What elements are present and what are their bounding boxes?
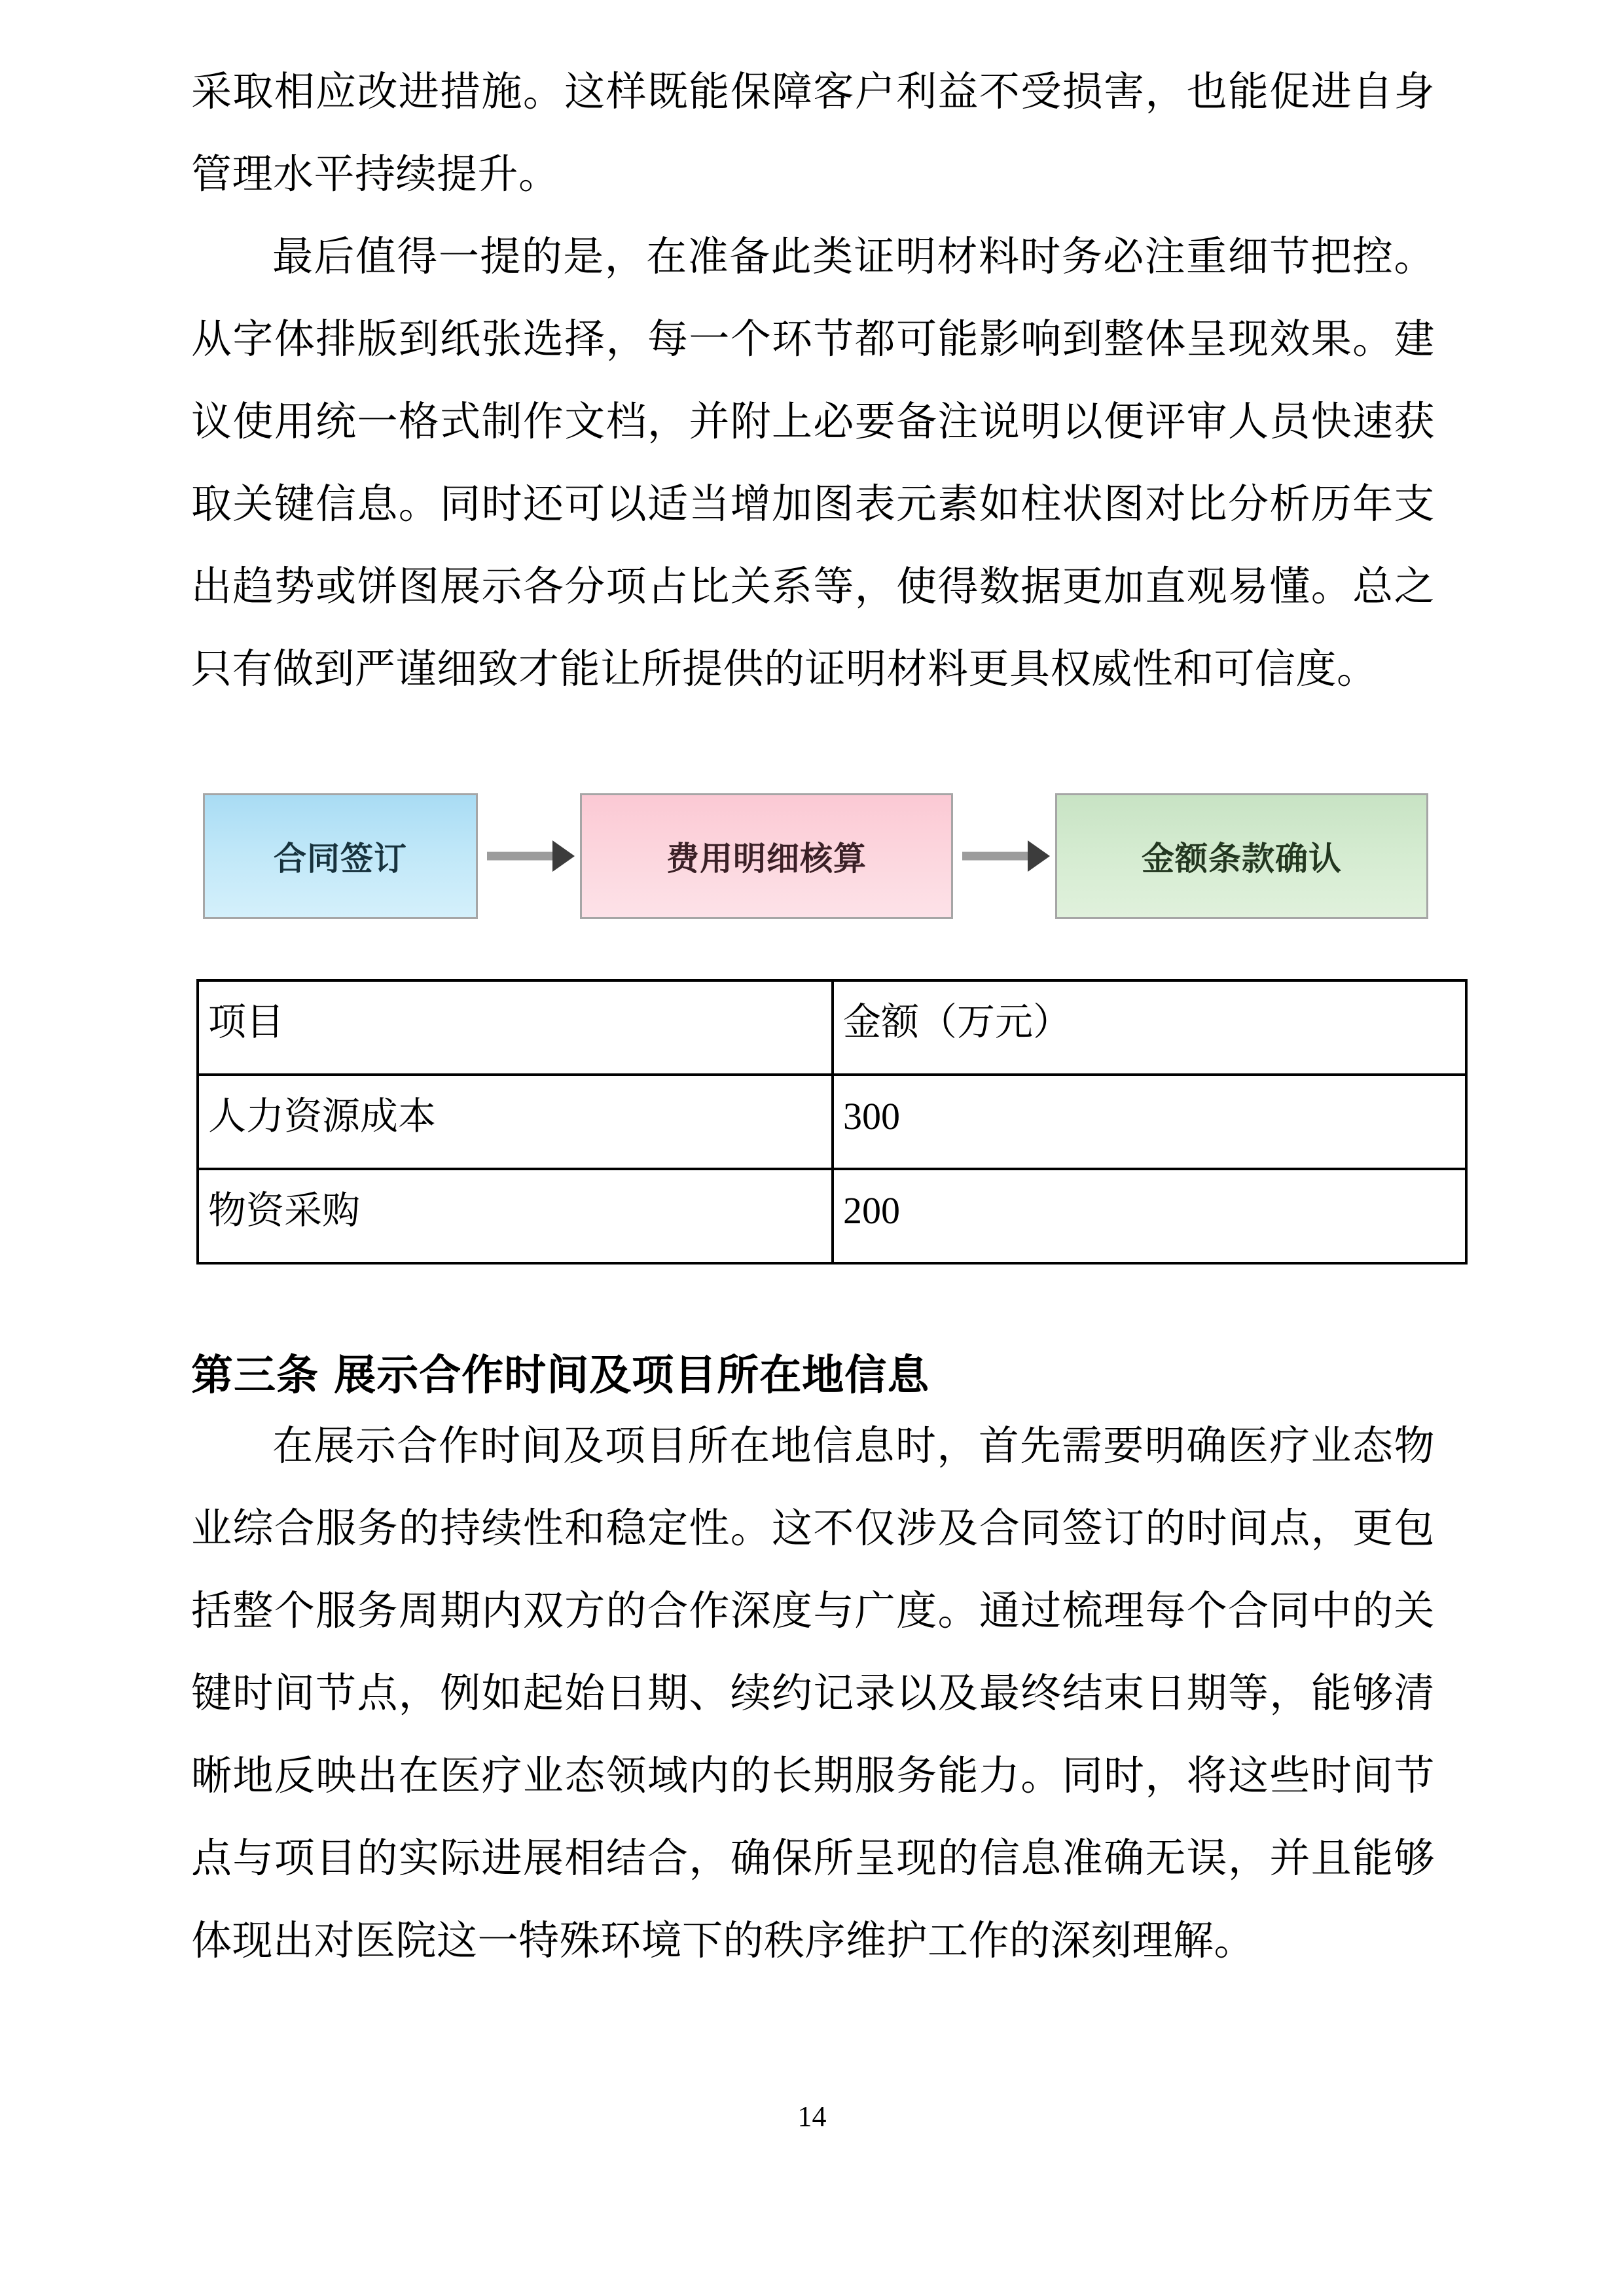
flow-step-amount-terms-confirmation: 金额条款确认 [1055,793,1428,919]
table-cell-item: 物资采购 [198,1169,833,1263]
flow-step-contract-signing: 合同签订 [203,793,478,919]
table-cell-amount: 300 [833,1075,1466,1169]
arrow-head [552,840,575,872]
table-header-row [198,980,1466,1075]
table-cell-item: 人力资源成本 [198,1075,833,1169]
table-header-item: 项目 [198,980,833,1075]
cost-table [196,979,1468,1265]
page-number: 14 [797,2100,827,2132]
table-row [198,1169,1466,1263]
arrow-shaft [962,852,1033,861]
flow-arrow-icon-1 [478,848,580,864]
process-flow-diagram [203,793,1428,919]
section-heading: 第三条 展示合作时间及项目所在地信息 [191,1352,930,1400]
table-cell-amount: 200 [833,1169,1466,1263]
table-header-amount: 金额（万元） [833,980,1466,1075]
table-row [198,1075,1466,1169]
flow-step-cost-detail-accounting: 费用明细核算 [580,793,953,919]
flow-arrow-icon-2 [953,848,1055,864]
paragraph-continued: 采取相应改进措施。这样既能保障客户利益不受损害，也能促进自身管理水平持续提升。 [191,70,1435,197]
paragraph-details: 最后值得一提的是，在准备此类证明材料时务必注重细节把控。从字体排版到纸张选择，每一个环节都可能影响到整体呈现效果。建议使用统一格式制作文档，并附上必要备注说明以便评审人员快速获取关键信息。同时还可以适当增加图表元素如柱状图对比分析历年支出趋势或饼图展示各分项占比关系等，使得数据更加直观易懂。总之只有做到严谨细致才能让所提供的证明材料更具权威性和可信度。 [191,235,1435,692]
arrow-shaft [487,852,558,861]
page-content [191,0,1435,1982]
paragraph-section-body: 在展示合作时间及项目所在地信息时，首先需要明确医疗业态物业综合服务的持续性和稳定性。这不仅涉及合同签订的时间点，更包括整个服务周期内双方的合作深度与广度。通过梳理每个合同中的关键时间节点，例如起始日期、续约记录以及最终结束日期等，能够清晰地反映出在医疗业态领域内的长期服务能力。同时，将这些时间节点与项目的实际进展相结合，确保所呈现的信息准确无误，并且能够体现出对医院这一特殊环境下的秩序维护工作的深刻理解。 [191,1424,1435,1964]
arrow-head [1028,840,1050,872]
